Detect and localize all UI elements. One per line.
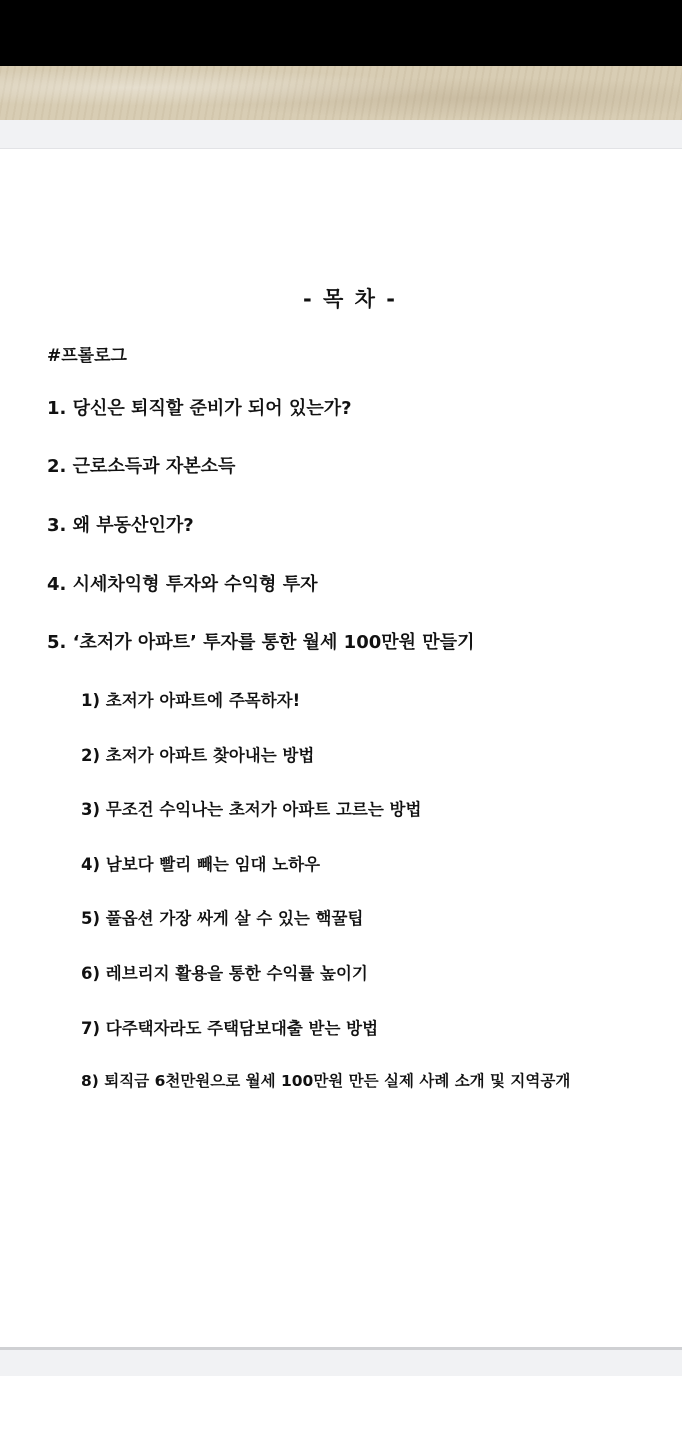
header-texture-band <box>0 66 682 120</box>
bottom-area <box>0 1376 682 1440</box>
toc-subsection-5: 5) 풀옵션 가장 싸게 살 수 있는 핵꿀팁 <box>81 909 364 928</box>
page-gap-top <box>0 120 682 149</box>
toc-subsection-7: 7) 다주택자라도 주택담보대출 받는 방법 <box>81 1019 379 1038</box>
page-gap-bottom <box>0 1350 682 1376</box>
toc-chapter-1: 1. 당신은 퇴직할 준비가 되어 있는가? <box>47 398 352 419</box>
toc-chapter-4: 4. 시세차익형 투자와 수익형 투자 <box>47 574 318 595</box>
toc-subsection-3: 3) 무조건 수익나는 초저가 아파트 고르는 방법 <box>81 800 422 819</box>
toc-subsection-2: 2) 초저가 아파트 찾아내는 방법 <box>81 746 315 765</box>
toc-chapter-3: 3. 왜 부동산인가? <box>47 515 194 536</box>
toc-prologue: #프롤로그 <box>47 346 127 366</box>
toc-subsection-6: 6) 레브리지 활용을 통한 수익률 높이기 <box>81 964 368 983</box>
toc-subsection-1: 1) 초저가 아파트에 주목하자! <box>81 691 301 710</box>
toc-subsection-4: 4) 남보다 빨리 빼는 임대 노하우 <box>81 855 321 874</box>
toc-subsection-8: 8) 퇴직금 6천만원으로 월세 100만원 만든 실제 사례 소개 및 지역공개 <box>81 1072 571 1090</box>
status-bar <box>0 0 682 66</box>
toc-title: - 목 차 - <box>303 287 397 311</box>
toc-chapter-5: 5. ‘초저가 아파트’ 투자를 통한 월세 100만원 만들기 <box>47 632 475 653</box>
toc-chapter-2: 2. 근로소득과 자본소득 <box>47 456 236 477</box>
